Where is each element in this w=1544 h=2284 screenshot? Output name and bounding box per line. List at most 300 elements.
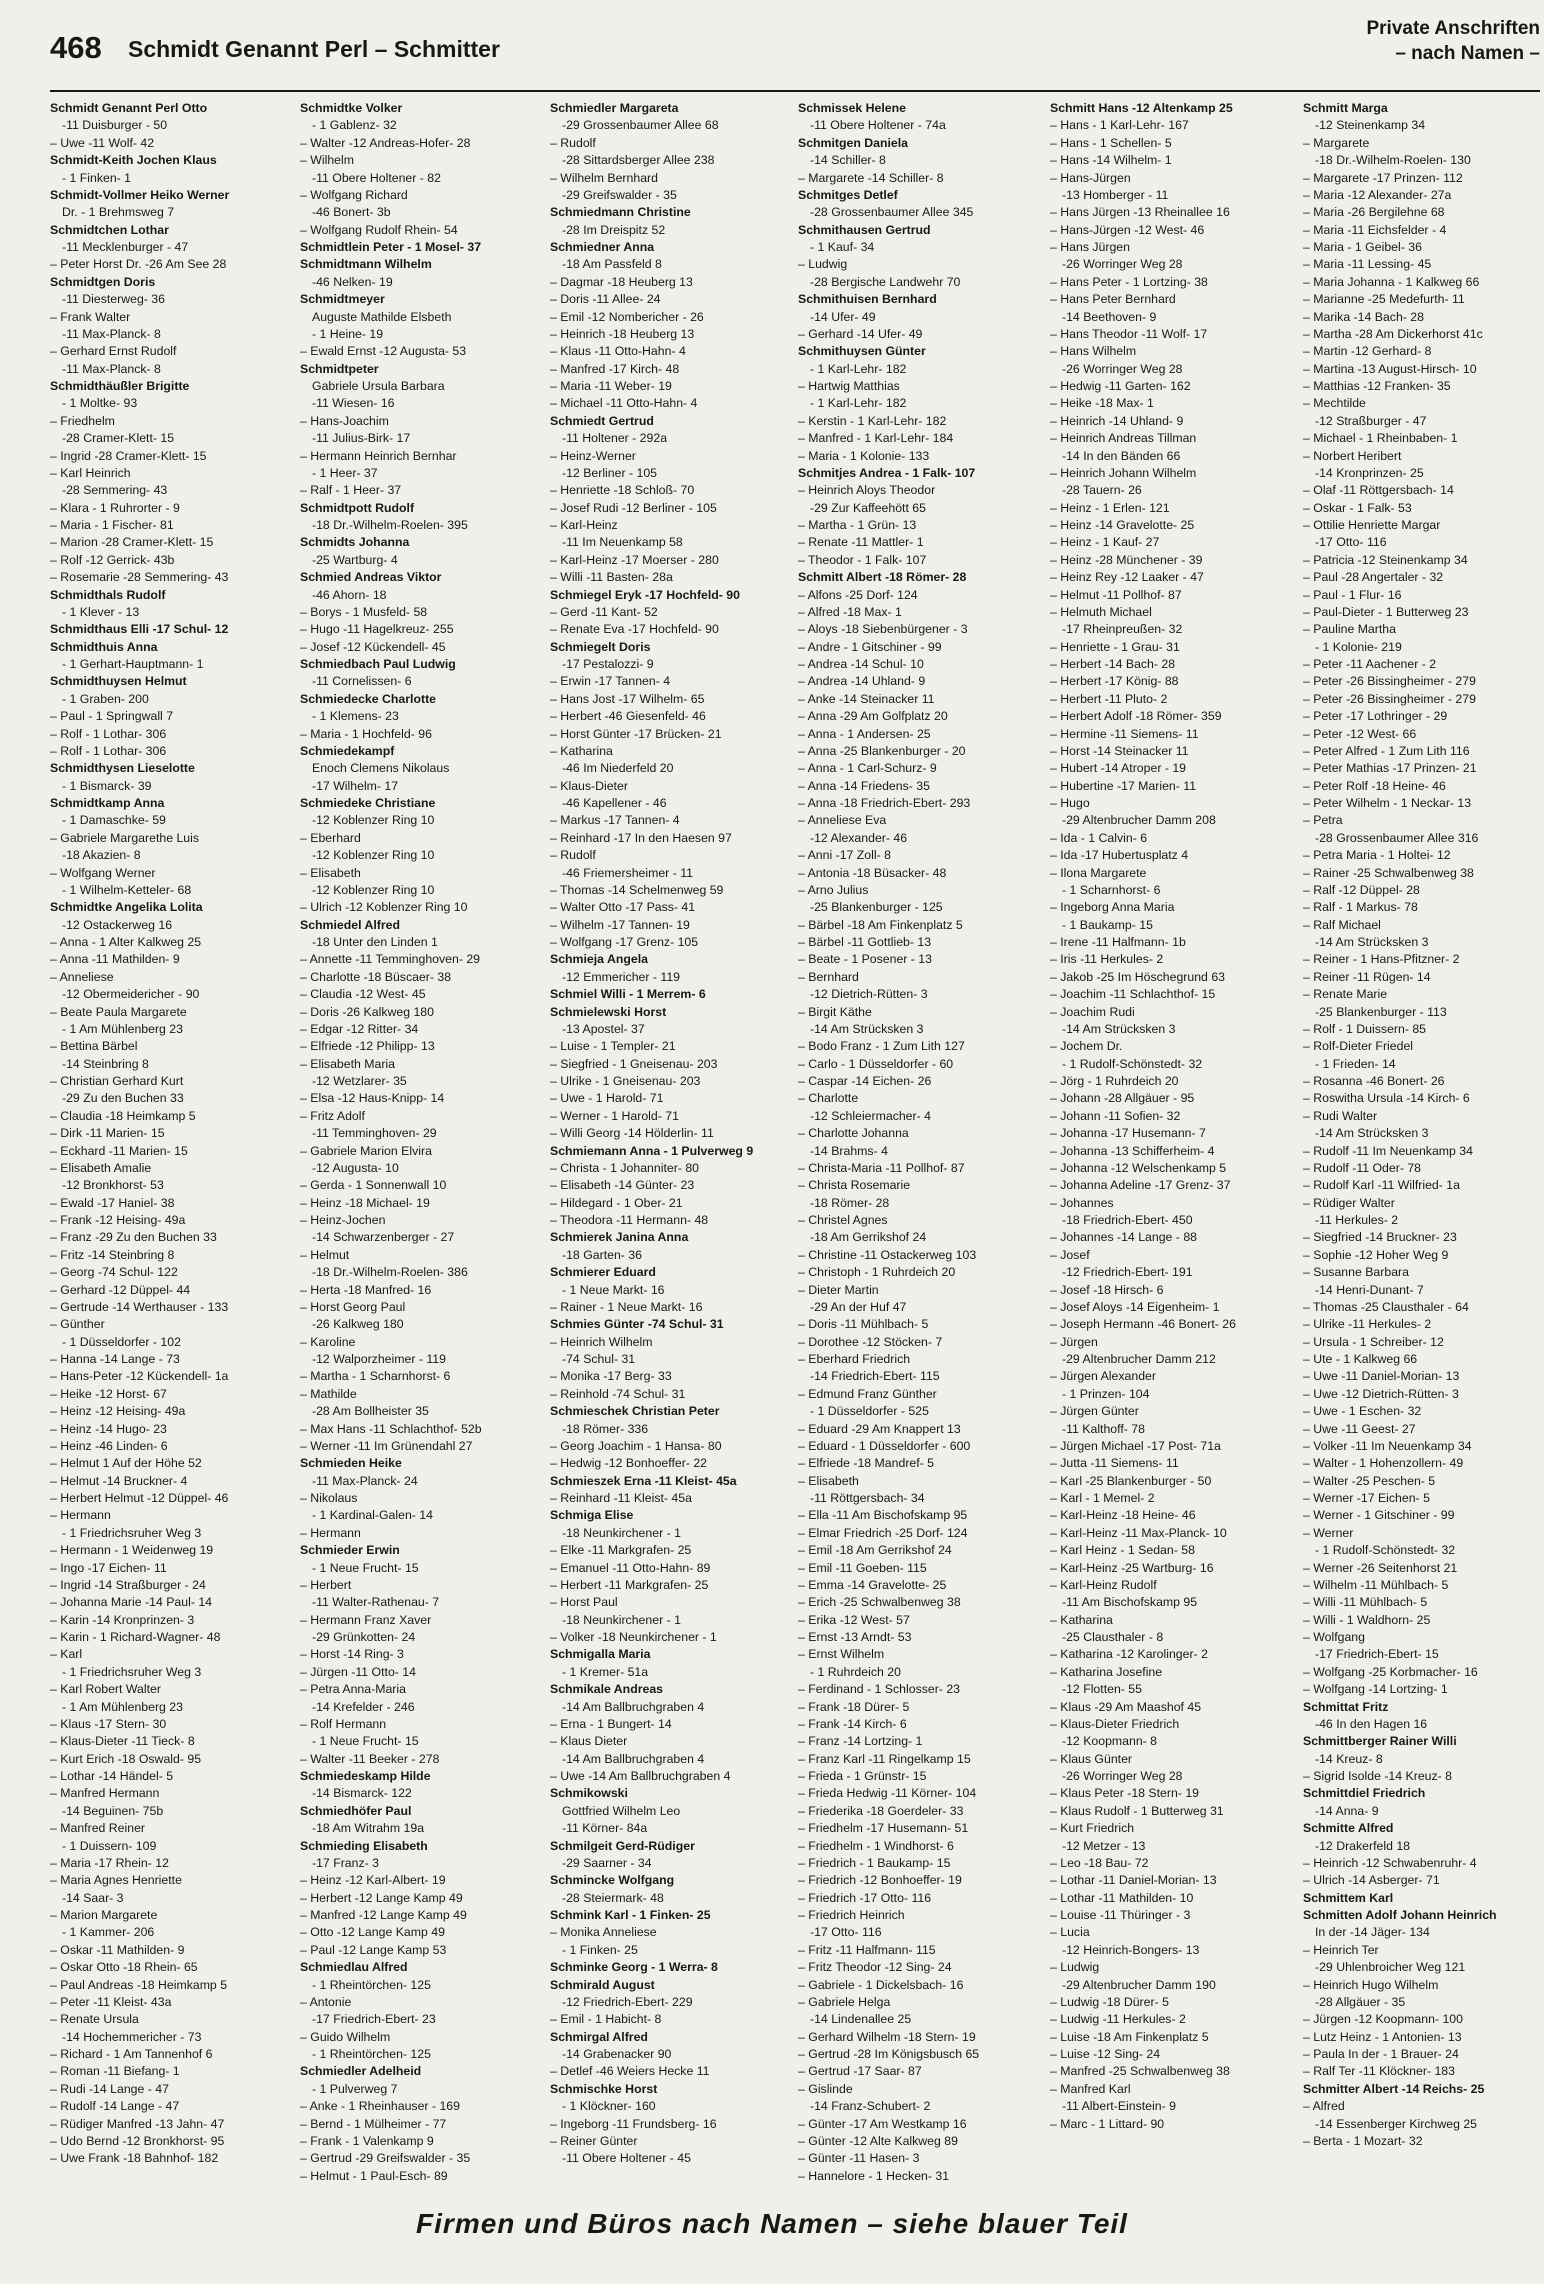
surname-entry: Schmidthuysen Helmut [50,674,187,689]
person-entry: – Karl-Heinz -17 Moerser - 280 [550,552,719,567]
person-entry: – Elisabeth -14 Günter- 23 [550,1178,695,1193]
person-entry: – Werner [1303,1525,1354,1540]
person-entry: – Bärbel -18 Am Finkenplatz 5 [798,917,963,932]
person-entry: – Gabriele - 1 Dickelsbach- 16 [798,1977,964,1992]
surname-entry: Schmieder Erwin [300,1543,400,1558]
person-entry: – Katharina -12 Karolinger- 2 [1050,1647,1208,1662]
address-line: -12 Berliner - 105 [562,465,658,480]
person-entry: – Beate Paula Margarete [50,1004,187,1019]
person-entry: – Jürgen -12 Koopmann- 100 [1303,2012,1463,2027]
person-entry: – Maria Johanna - 1 Kalkweg 66 [1303,274,1480,289]
address-line: -26 Worringer Weg 28 [1062,257,1183,272]
address-line: -28 Bergische Landwehr 70 [810,274,961,289]
address-line: -12 Schleiermacher- 4 [810,1108,931,1123]
address-line: - 1 Damaschke- 59 [62,813,166,828]
address-line: -29 Grünkotten- 24 [312,1630,416,1644]
person-entry: – Eberhard Friedrich [798,1352,911,1366]
person-entry: – Heinrich -12 Schwabenruhr- 4 [1303,1855,1477,1870]
person-entry: – Hildegard - 1 Ober- 21 [550,1195,683,1210]
person-entry: – Willi -11 Basten- 28a [550,570,673,585]
person-entry: – Frank - 1 Valenkamp 9 [300,2133,434,2148]
address-line: -29 Saarner - 34 [562,1855,652,1870]
person-entry: – Heinz - 1 Kauf- 27 [1050,535,1160,550]
address-line: -11 Temminghoven- 29 [312,1126,437,1141]
person-entry: – Jürgen -11 Otto- 14 [300,1664,416,1679]
person-entry: – Hannelore - 1 Hecken- 31 [798,2168,950,2183]
person-entry: – Peter Rolf -18 Heine- 46 [1303,778,1446,793]
address-line: -12 Koblenzer Ring 10 [312,882,435,897]
surname-entry: Schmitt Hans -12 Altenkamp 25 [1050,101,1233,115]
person-entry: – Marika -14 Bach- 28 [1303,309,1424,324]
person-entry: – Reinhard -11 Kleist- 45a [550,1491,692,1505]
address-line: -14 Steinbring 8 [62,1056,149,1071]
person-entry: – Iris -11 Herkules- 2 [1050,952,1164,967]
person-entry: – Hermann [300,1525,361,1540]
address-line: -14 Am Strücksken 3 [1315,935,1429,949]
address-line: -14 Schiller- 8 [810,153,886,168]
directory-column-3 [550,100,786,2168]
person-entry: – Klaus Rudolf - 1 Butterweg 31 [1050,1803,1224,1818]
person-entry: – Werner -17 Eichen- 5 [1303,1491,1430,1505]
person-entry: – Reiner -11 Rügen- 14 [1303,969,1431,984]
person-entry: – Willi Georg -14 Hölderlin- 11 [550,1126,714,1141]
person-entry: – Paul -12 Lange Kamp 53 [300,1942,447,1957]
running-title: Schmidt Genannt Perl – Schmitter [128,36,500,62]
address-line: Auguste Mathilde Elsbeth [312,309,452,324]
person-entry: – Karl Robert Walter [50,1682,161,1697]
person-entry: – Hans Jost -17 Wilhelm- 65 [550,691,705,706]
address-line: -11 Röttgersbach- 34 [810,1491,925,1505]
person-entry: – Anna - 1 Carl-Schurz- 9 [798,761,937,776]
person-entry: – Wilhelm [300,153,354,168]
person-entry: – Uwe -11 Wolf- 42 [50,135,155,150]
surname-entry: Schmielewski Horst [550,1004,667,1019]
surname-entry: Schmierek Janina Anna [550,1230,689,1245]
surname-entry: Schmiedeskamp Hilde [300,1769,431,1783]
address-line: -14 Saar- 3 [62,1890,124,1905]
person-entry: – Hermann - 1 Weidenweg 19 [50,1543,214,1558]
person-entry: – Heike -18 Max- 1 [1050,396,1154,411]
person-entry: – Katharina [550,743,613,758]
person-entry: – Christa - 1 Johanniter- 80 [550,1160,700,1175]
address-line: -18 Dr.-Wilhelm-Roelen- 130 [1315,153,1471,168]
person-entry: – Reiner Günter [550,2133,638,2148]
person-entry: – Hubertine -17 Marien- 11 [1050,778,1197,793]
address-line: -14 Essenberger Kirchweg 25 [1315,2116,1477,2131]
person-entry: – Christian Gerhard Kurt [50,1074,184,1088]
person-entry: – Heinrich Andreas Tillman [1050,431,1197,446]
address-line: -12 Emmericher - 119 [562,969,680,984]
address-line: -11 Max-Planck- 8 [62,326,161,341]
person-entry: – Ewald -17 Haniel- 38 [50,1195,175,1210]
person-entry: – Alfred -18 Max- 1 [798,604,902,619]
surname-entry: Schmidthäußler Brigitte [50,379,190,393]
address-line: -11 Duisburger - 50 [62,118,168,133]
person-entry: – Klaus Dieter [550,1734,628,1749]
person-entry: – Friedrich -12 Bonhoeffer- 19 [798,1873,962,1888]
person-entry: – Rolf Hermann [300,1716,387,1731]
person-entry: – Otto -12 Lange Kamp 49 [300,1925,445,1940]
person-entry: – Rüdiger Manfred -13 Jahn- 47 [50,2116,225,2131]
person-entry: – Andrea -14 Uhland- 9 [798,674,926,689]
person-entry: – Hans Peter - 1 Lortzing- 38 [1050,274,1208,289]
person-entry: – Johanna -17 Husemann- 7 [1050,1126,1206,1141]
person-entry: – Rudolf -11 Im Neuenkamp 34 [1303,1143,1473,1158]
page-header [0,0,1544,92]
address-line: - 1 Neue Frucht- 15 [312,1734,419,1749]
address-line: -12 Dietrich-Rütten- 3 [810,987,928,1002]
person-entry: – Volker -18 Neunkirchener - 1 [550,1630,717,1644]
address-line: - 1 Kolonie- 219 [1315,639,1402,654]
person-entry: – Peter -11 Aachener - 2 [1303,657,1437,671]
person-entry: – Heinz -12 Heising- 49a [50,1404,186,1419]
person-entry: – Friedrich - 1 Baukamp- 15 [798,1855,951,1870]
person-entry: – Petra [1303,813,1343,828]
person-entry: – Werner - 1 Harold- 71 [550,1108,679,1123]
address-line: -29 Zur Kaffeehött 65 [810,500,926,515]
person-entry: – Berta - 1 Mozart- 32 [1303,2133,1423,2148]
person-entry: – Hartwig Matthias [798,379,900,393]
person-entry: – Emil - 1 Habicht- 8 [550,2012,662,2027]
person-entry: – Herbert Adolf -18 Römer- 359 [1050,709,1222,724]
person-entry: – Roswitha Ursula -14 Kirch- 6 [1303,1091,1470,1106]
person-entry: – Dirk -11 Marien- 15 [50,1126,165,1141]
address-line: -17 Otto- 116 [810,1925,882,1940]
person-entry: – Lothar -14 Händel- 5 [50,1769,174,1783]
surname-entry: Schmieja Angela [550,952,648,967]
address-line: -18 Friedrich-Ebert- 450 [1062,1213,1193,1227]
person-entry: – Michael - 1 Rheinbaben- 1 [1303,431,1458,446]
person-entry: – Helmuth Michael [1050,604,1152,619]
person-entry: – Klaus -11 Otto-Hahn- 4 [550,344,686,359]
person-entry: – Frieda - 1 Grünstr- 15 [798,1769,927,1783]
surname-entry: Schmittdiel Friedrich [1303,1786,1426,1801]
surname-entry: Schmiedmann Christine [550,205,691,220]
person-entry: – Bodo Franz - 1 Zum Lith 127 [798,1039,965,1054]
person-entry: – Franz Karl -11 Ringelkamp 15 [798,1751,971,1766]
surname-entry: Schmied Andreas Viktor [300,570,442,585]
address-line: -14 Grabenacker 90 [562,2047,672,2061]
person-entry: – Marianne -25 Medefurth- 11 [1303,292,1465,307]
surname-entry: Schmilgeit Gerd-Rüdiger [550,1838,695,1853]
address-line: -14 Am Ballbruchgraben 4 [562,1751,705,1766]
person-entry: – Uwe -12 Dietrich-Rütten- 3 [1303,1386,1459,1401]
person-entry: – Mechtilde [1303,396,1366,411]
person-entry: – Walter -12 Andreas-Hofer- 28 [300,135,471,150]
address-line: -29 Zu den Buchen 33 [62,1091,184,1106]
person-entry: – Peter -17 Lothringer - 29 [1303,709,1448,724]
address-line: -25 Blankenburger - 125 [810,900,943,915]
person-entry: – Willi - 1 Waldhorn- 25 [1303,1612,1431,1627]
address-line: - 1 Wilhelm-Ketteler- 68 [62,882,192,897]
surname-entry: Schmitter Albert -14 Reichs- 25 [1303,2081,1485,2096]
person-entry: – Josef Aloys -14 Eigenheim- 1 [1050,1299,1220,1314]
address-line: - 1 Rheintörchen- 125 [312,1977,431,1992]
person-entry: – Guido Wilhelm [300,2029,391,2044]
person-entry: – Andrea -14 Schul- 10 [798,657,924,671]
address-line: - 1 Kauf- 34 [810,240,875,254]
person-entry: – Heike -12 Horst- 67 [50,1386,167,1401]
person-entry: – Louise -11 Thüringer - 3 [1050,1908,1191,1922]
person-entry: – Maria -17 Rhein- 12 [50,1855,169,1870]
address-line: - 1 Gablenz- 32 [312,118,397,133]
person-entry: – Klaus Günter [1050,1751,1133,1766]
person-entry: – Anna -25 Blankenburger - 20 [798,743,966,758]
address-line: -26 Worringer Weg 28 [1062,1769,1183,1783]
address-line: - 1 Gerhart-Hauptmann- 1 [62,657,204,671]
address-line: -14 Am Strücksken 3 [1315,1126,1429,1141]
surname-entry: Schmiegel Eryk -17 Hochfeld- 90 [550,587,740,602]
person-entry: – Bärbel -11 Gottlieb- 13 [798,935,932,949]
person-entry: – Claudia -18 Heimkamp 5 [50,1108,196,1123]
person-entry: – Johann -11 Sofien- 32 [1050,1108,1181,1123]
surname-entry: Schmierer Eduard [550,1265,656,1280]
person-entry: – Rudolf Karl -11 Wilfried- 1a [1303,1178,1460,1193]
person-entry: – Detlef -46 Weiers Hecke 11 [550,2064,710,2079]
person-entry: – Peter Horst Dr. -26 Am See 28 [50,257,227,272]
address-line: - 1 Am Mühlenberg 23 [62,1021,183,1036]
person-entry: – Rosanna -46 Bonert- 26 [1303,1074,1445,1088]
address-line: - 1 Klever - 13 [62,604,140,619]
address-line: -28 Steiermark- 48 [562,1890,664,1905]
person-entry: – Erich -25 Schwalbenweg 38 [798,1595,961,1610]
person-entry: – Pauline Martha [1303,622,1396,637]
person-entry: – Wolfgang Werner [50,865,156,880]
address-line: - 1 Frieden- 14 [1315,1056,1396,1071]
person-entry: – Georg -74 Schul- 122 [50,1265,178,1280]
person-entry: – Renate Eva -17 Hochfeld- 90 [550,622,719,637]
person-entry: – Paul Andreas -18 Heimkamp 5 [50,1977,228,1992]
person-entry: – Erika -12 West- 57 [798,1612,910,1627]
person-entry: – Walter - 1 Hohenzollern- 49 [1303,1456,1464,1471]
person-entry: – Rolf -12 Gerrick- 43b [50,552,175,567]
person-entry: – Heinz-Jochen [300,1213,386,1227]
address-line: - 1 Ruhrdeich 20 [810,1664,901,1679]
address-line: - 1 Finken- 25 [562,1942,638,1957]
person-entry: – Heinrich Aloys Theodor [798,483,936,498]
person-entry: – Gerd -11 Kant- 52 [550,604,658,619]
surname-entry: Schmitte Alfred [1303,1821,1394,1836]
address-line: -14 Am Ballbruchgraben 4 [562,1699,705,1714]
person-entry: – Rosemarie -28 Semmering- 43 [50,570,229,585]
address-line: -12 Friedrich-Ebert- 229 [562,1994,693,2009]
address-line: -18 Garten- 36 [562,1247,642,1262]
person-entry: – Joachim -11 Schlachthof- 15 [1050,987,1216,1002]
person-entry: – Franz -14 Lortzing- 1 [798,1734,923,1749]
person-entry: – Michael -11 Otto-Hahn- 4 [550,396,698,411]
surname-entry: Schmitges Detlef [798,187,898,202]
person-entry: – Gerhard Ernst Rudolf [50,344,177,359]
address-line: -11 Julius-Birk- 17 [312,431,411,446]
person-entry: – Johanna Adeline -17 Grenz- 37 [1050,1178,1231,1193]
address-line: -29 Greifswalder - 35 [562,187,677,202]
person-entry: – Peter -12 West- 66 [1303,726,1417,741]
person-entry: – Gabriele Margarethe Luis [50,830,200,845]
person-entry: – Emil -11 Goeben- 115 [798,1560,927,1575]
surname-entry: Schmidtkamp Anna [50,796,165,810]
person-entry: – Peter Wilhelm - 1 Neckar- 13 [1303,796,1472,810]
person-entry: – Maria -26 Bergilehne 68 [1303,205,1445,220]
person-entry: – Wolfgang [1303,1630,1365,1644]
person-entry: – Günther [50,1317,105,1332]
person-entry: – Willi -11 Mühlbach- 5 [1303,1595,1428,1610]
person-entry: – Christel Agnes [798,1213,888,1227]
address-line: -29 Uhlenbroicher Weg 121 [1315,1960,1466,1975]
person-entry: – Fritz Theodor -12 Sing- 24 [798,1960,952,1975]
person-entry: – Marc - 1 Littard- 90 [1050,2116,1165,2131]
person-entry: – Klaus-Dieter Friedrich [1050,1716,1180,1731]
section-title [1366,16,1540,66]
person-entry: – Heinrich -18 Heuberg 13 [550,326,695,341]
surname-entry: Schmiedecke Charlotte [300,691,436,706]
person-entry: – Horst -14 Ring- 3 [300,1647,404,1662]
person-entry: – Herbert [300,1577,352,1592]
person-entry: – Dagmar -18 Heuberg 13 [550,274,693,289]
person-entry: – Peter -11 Kleist- 43a [50,1994,172,2009]
address-line: -17 Rheinpreußen- 32 [1062,622,1183,637]
person-entry: – Anneliese Eva [798,813,887,828]
person-entry: – Maria - 1 Kolonie- 133 [798,448,930,463]
person-entry: – Paul - 1 Flur- 16 [1303,587,1402,602]
address-line: -46 Kapellener - 46 [562,796,667,810]
address-line: -12 Steinenkamp 34 [1315,118,1426,133]
person-entry: – Manfred -17 Kirch- 48 [550,361,680,376]
person-entry: – Ludwig -11 Herkules- 2 [1050,2012,1186,2027]
person-entry: – Doris -11 Mühlbach- 5 [798,1317,929,1332]
person-entry: – Helmut -14 Bruckner- 4 [50,1473,188,1488]
surname-entry: Schmitt Marga [1303,101,1388,115]
address-line: - 1 Pulverweg 7 [312,2081,398,2096]
address-line: -14 Franz-Schubert- 2 [810,2099,931,2114]
person-entry: – Thomas -25 Clausthaler - 64 [1303,1299,1469,1314]
person-entry: – Ottilie Henriette Margar [1303,518,1441,532]
address-line: -28 Allgäuer - 35 [1315,1994,1406,2009]
person-entry: – Roman -11 Biefang- 1 [50,2064,180,2079]
person-entry: – Maria -12 Alexander- 27a [1303,187,1452,202]
person-entry: – Peter Mathias -17 Prinzen- 21 [1303,761,1477,776]
person-entry: – Manfred Reiner [50,1821,146,1836]
person-entry: – Maria -11 Eichsfelder - 4 [1303,222,1447,237]
person-entry: – Lutz Heinz - 1 Antonien- 13 [1303,2029,1462,2044]
address-line: -46 Bonert- 3b [312,205,391,220]
address-line: -18 Römer- 28 [810,1195,890,1210]
person-entry: – Karl-Heinz [550,518,618,532]
surname-entry: Schmidthysen Lieselotte [50,761,195,776]
person-entry: – Anna -18 Friedrich-Ebert- 293 [798,796,971,810]
surname-entry: Schmirald August [550,1977,655,1992]
person-entry: – Erna - 1 Bungert- 14 [550,1716,672,1731]
person-entry: – Anna - 1 Alter Kalkweg 25 [50,935,202,949]
person-entry: – Beate - 1 Posener - 13 [798,952,932,967]
person-entry: – Heinz -14 Hugo- 23 [50,1421,167,1436]
address-line: - 1 Düsseldorfer - 102 [62,1334,181,1349]
address-line: -12 Bronkhorst- 53 [62,1178,164,1193]
person-entry: – Ralf Michael [1303,917,1381,932]
person-entry: – Fritz -11 Halfmann- 115 [798,1942,936,1957]
person-entry: – Annette -11 Temminghoven- 29 [300,952,481,967]
person-entry: – Rolf - 1 Lothar- 306 [50,743,167,758]
address-line: -25 Blankenburger - 113 [1315,1004,1447,1019]
person-entry: – Hugo -11 Hagelkreuz- 255 [300,622,454,637]
person-entry: – Ingo -17 Eichen- 11 [50,1560,167,1575]
header-rule [50,90,1540,92]
person-entry: – Katharina Josefine [1050,1664,1163,1679]
person-entry: – Werner -11 Im Grünendahl 27 [300,1438,473,1453]
person-entry: – Ferdinand - 1 Schlosser- 23 [798,1682,960,1697]
person-entry: – Gerhard Wilhelm -18 Stern- 19 [798,2029,976,2044]
person-entry: – Ingrid -14 Straßburger - 24 [50,1577,206,1592]
person-entry: – Günter -12 Alte Kalkweg 89 [798,2133,958,2148]
surname-entry: Schmieden Heike [300,1456,402,1471]
person-entry: – Christa-Maria -11 Pollhof- 87 [798,1160,965,1175]
address-line: - 1 Kremer- 51a [562,1664,649,1679]
person-entry: – Georg Joachim - 1 Hansa- 80 [550,1438,722,1453]
address-line: -18 Unter den Linden 1 [312,935,438,949]
surname-entry: Schmidtke Volker [300,101,403,115]
person-entry: – Emil -18 Am Gerrikshof 24 [798,1543,952,1558]
person-entry: – Rolf - 1 Duissern- 85 [1303,1021,1427,1036]
person-entry: – Heinz -28 Münchener - 39 [1050,552,1203,567]
person-entry: – Paula In der - 1 Brauer- 24 [1303,2047,1459,2061]
address-line: -25 Clausthaler - 8 [1062,1630,1164,1644]
address-line: -11 Wiesen- 16 [312,396,395,411]
person-entry: – Reiner - 1 Hans-Pfitzner- 2 [1303,952,1460,967]
address-line: -11 Albert-Einstein- 9 [1062,2099,1176,2114]
person-entry: – Edmund Franz Günther [798,1386,937,1401]
surname-entry: Schmidt-Vollmer Heiko Werner [50,187,230,202]
address-line: -12 Wetzlarer- 35 [312,1074,407,1088]
person-entry: – Ralf - 1 Heer- 37 [300,483,402,498]
address-line: - 1 Karl-Lehr- 182 [810,396,907,411]
directory-column-4 [798,100,1034,2185]
person-entry: – Ernst -13 Arndt- 53 [798,1630,912,1644]
directory-column-6 [1303,100,1539,2150]
surname-entry: Schmiel Willi - 1 Merrem- 6 [550,987,706,1002]
address-line: -11 Am Bischofskamp 95 [1062,1595,1198,1610]
person-entry: – Friedhelm - 1 Windhorst- 6 [798,1838,954,1853]
person-entry: – Karl Heinz - 1 Sedan- 58 [1050,1543,1195,1558]
address-line: -74 Schul- 31 [562,1352,636,1366]
address-line: -14 Krefelder - 246 [312,1699,415,1714]
surname-entry: Schmiemann Anna - 1 Pulverweg 9 [550,1143,754,1158]
person-entry: – Horst Günter -17 Brücken- 21 [550,726,722,741]
person-entry: – Sophie -12 Hoher Weg 9 [1303,1247,1449,1262]
address-line: - 1 Klöckner- 160 [562,2099,656,2114]
address-line: - 1 Moltke- 93 [62,396,138,411]
directory-column-2 [300,100,536,2185]
person-entry: – Elsa -12 Haus-Knipp- 14 [300,1091,445,1106]
page-number: 468 [50,30,102,65]
person-entry: – Johannes -14 Lange - 88 [1050,1230,1197,1245]
person-entry: – Renate Ursula [50,2012,139,2027]
person-entry: – Ingrid -28 Cramer-Klett- 15 [50,448,207,463]
person-entry: – Maria Agnes Henriette [50,1873,182,1888]
person-entry: – Peter -26 Bissingheimer - 279 [1303,674,1476,689]
address-line: -28 Grossenbaumer Allee 345 [810,205,974,220]
person-entry: – Bernhard [798,969,859,984]
surname-entry: Schmittat Fritz [1303,1699,1389,1714]
person-entry: – Peter -26 Bissingheimer - 279 [1303,691,1476,706]
person-entry: – Maria -11 Lessing- 45 [1303,257,1432,272]
person-entry: – Anna -29 Am Golfplatz 20 [798,709,948,724]
person-entry: – Hedwig -12 Bonhoeffer- 22 [550,1456,708,1471]
address-line: -12 Walporzheimer - 119 [312,1352,446,1366]
address-line: -14 Henri-Dunant- 7 [1315,1282,1424,1297]
person-entry: – Petra Anna-Maria [300,1682,406,1697]
person-entry: – Heinrich Johann Wilhelm [1050,465,1197,480]
person-entry: – Heinz - 1 Erlen- 121 [1050,500,1170,515]
address-line: Enoch Clemens Nikolaus [312,761,450,776]
